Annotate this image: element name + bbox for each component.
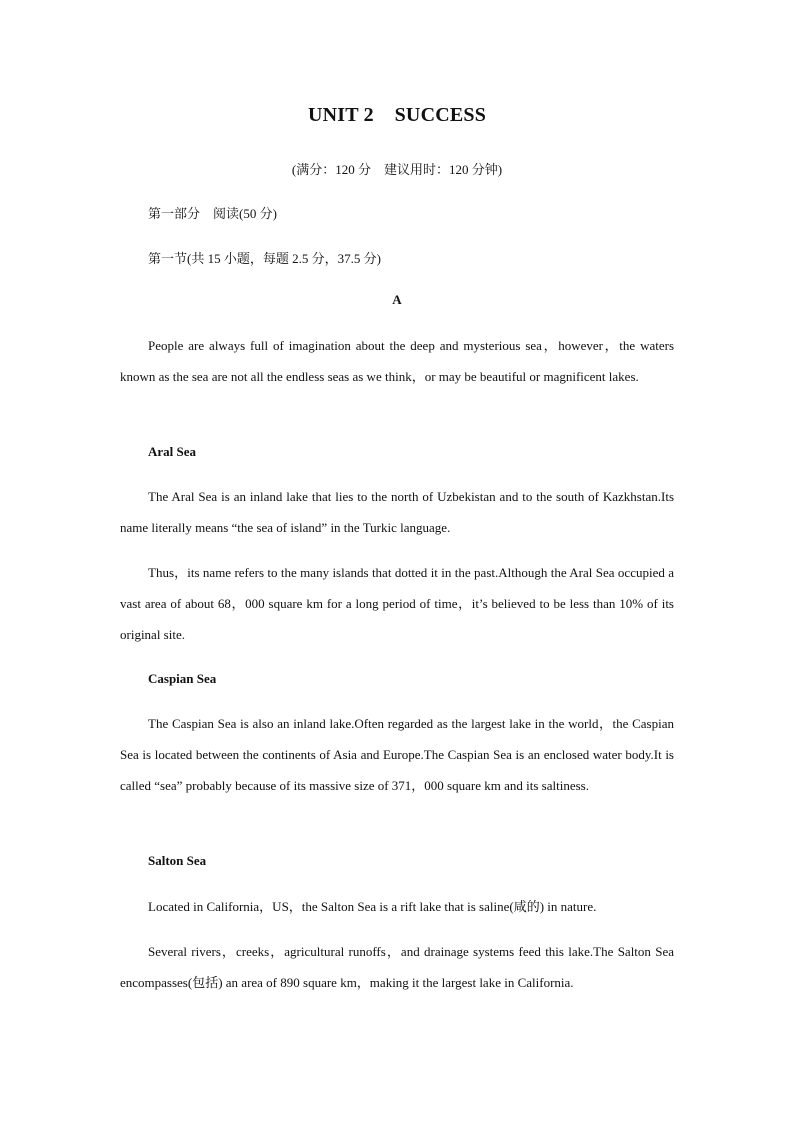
exam-info: (满分：120 分 建议用时：120 分钟) — [291, 162, 503, 177]
part-heading: 第一部分 阅读(50 分) — [148, 206, 277, 221]
salton-paragraph-1: Located in California，US，the Salton Sea is a rift lake that is saline(咸的) in nature. — [148, 899, 597, 914]
caspian-paragraph-1: The Caspian Sea is also an inland lake.Often regarded as the largest lake in the world，the Caspian Sea is located between the continents of Asia and Europe.The Caspian Sea is an enclosed water body.It is called “sea” probably because of its massive size of 371，000 square km and its saltiness. — [120, 716, 674, 793]
heading-caspian-sea: Caspian Sea — [148, 671, 217, 686]
aral-paragraph-2: Thus，its name refers to the many islands that dotted it in the past.Although the Aral Sea occupied a vast area of about 68，000 square km for a long period of time，it’s believed to be less than 10% of its original site. — [120, 565, 674, 642]
heading-aral-sea: Aral Sea — [148, 444, 197, 459]
salton-paragraph-2: Several rivers，creeks，agricultural runoffs，and drainage systems feed this lake.The Salton Sea encompasses(包括) an area of 890 square km，making it the largest lake in California. — [120, 944, 674, 990]
intro-paragraph: People are always full of imagination about the deep and mysterious sea，however，the waters known as the sea are not all the endless seas as we think，or may be beautiful or magnificent lakes. — [120, 338, 674, 384]
unit-title: UNIT 2 SUCCESS — [307, 104, 487, 126]
section-heading: 第一节(共 15 小题，每题 2.5 分，37.5 分) — [148, 251, 381, 266]
aral-paragraph-1: The Aral Sea is an inland lake that lies to the north of Uzbekistan and to the south of Kazkhstan.Its name literally means “the sea of island” in the Turkic language. — [120, 489, 674, 535]
heading-salton-sea: Salton Sea — [148, 853, 207, 868]
passage-letter: A — [392, 292, 402, 307]
